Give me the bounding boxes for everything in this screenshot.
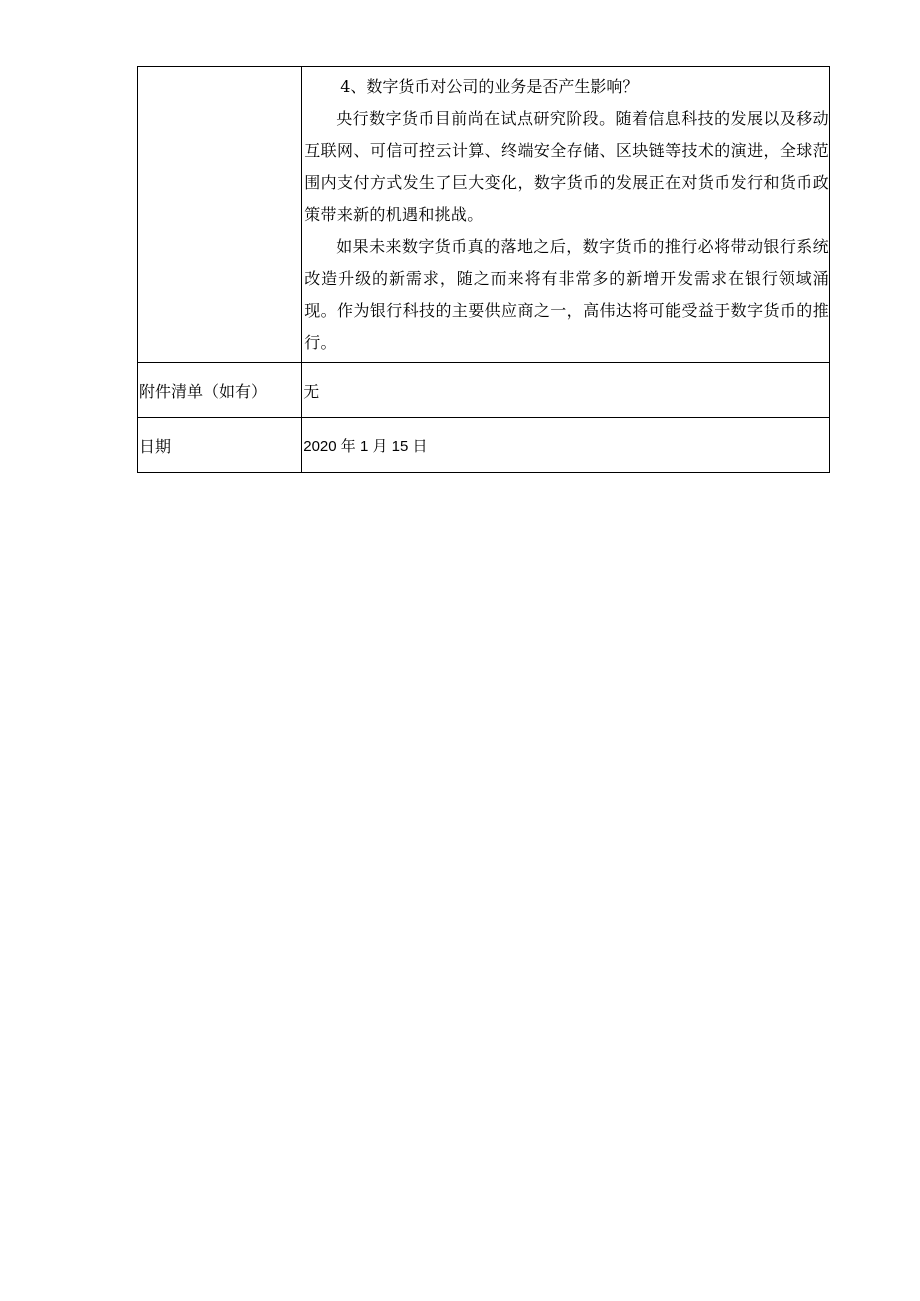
date-label-cell	[138, 418, 302, 473]
qa-row	[138, 67, 830, 363]
date-label: 日期	[139, 436, 172, 456]
answer-paragraph-1: 央行数字货币目前尚在试点研究阶段。随着信息科技的发展以及移动互联网、可信可控云计算、终端安全存储、区块链等技术的演进，全球范围内支付方式发生了巨大变化，数字货币的发展正在对货币发行和货币政策带来新的机遇和挑战。	[304, 109, 829, 224]
attachments-value: 无	[303, 381, 320, 401]
attachments-value-cell	[302, 363, 830, 418]
question-text: 4、数字货币对公司的业务是否产生影响？	[340, 77, 639, 96]
qa-label-cell	[138, 67, 302, 363]
date-value-cell	[302, 418, 830, 473]
document-table	[137, 66, 830, 473]
attachments-label: 附件清单（如有）	[139, 381, 268, 401]
attachments-label-cell	[138, 363, 302, 418]
date-row	[138, 418, 830, 473]
attachments-row	[138, 363, 830, 418]
answer-paragraph-2: 如果未来数字货币真的落地之后，数字货币的推行必将带动银行系统改造升级的新需求，随之而来将有非常多的新增开发需求在银行领域涌现。作为银行科技的主要供应商之一，高伟达将可能受益于数字货币的推行。	[304, 237, 829, 352]
qa-content-cell	[302, 67, 830, 363]
date-value: 2020 年 1 月 15 日	[303, 437, 428, 455]
